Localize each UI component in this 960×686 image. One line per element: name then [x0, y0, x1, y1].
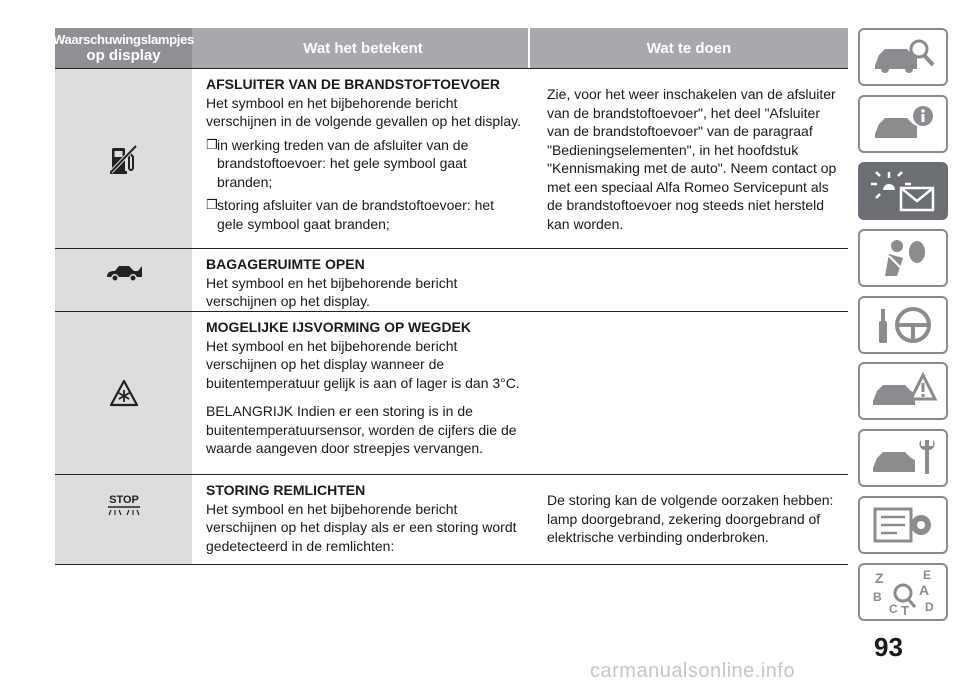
svg-text:STOP: STOP — [108, 494, 139, 506]
svg-text:T: T — [901, 603, 909, 617]
page-number: 93 — [874, 632, 903, 662]
table-row — [55, 68, 848, 248]
row-icon-cell — [55, 249, 192, 311]
header-col-warning-lights: Waarschuwingslampjes op display — [55, 28, 192, 68]
svg-text:Z: Z — [875, 570, 884, 586]
row-icon-cell — [55, 475, 192, 564]
trunk-open-icon — [105, 263, 143, 283]
table-row — [55, 474, 848, 565]
row-action — [530, 312, 848, 474]
airbag-seat-icon — [867, 236, 939, 280]
row-meaning: AFSLUITER VAN DE BRANDSTOFTOEVOER Het symbool en het bijbehorende bericht verschijnen in de volgende gevallen op het display. ❒ in werking treden van de afsluiter van de brandstoftoevoer: het gele symbool gaat branden; ❒ storing afsluiter van de brandstoftoevoer: het gele symbool gaat branden; — [192, 69, 530, 248]
car-wrench-icon — [867, 436, 939, 480]
car-warning-triangle-icon — [867, 369, 939, 413]
warning-lights-table — [55, 28, 848, 565]
stop-light-icon — [102, 493, 146, 519]
row-action: Zie, voor het weer inschakelen van de afsluiter van de brandstoftoevoer", het deel "Afsluiter van de brandstoftoevoer" van de paragraaf "Bedieningselementen", in het hoofdstuk "Kennismaking met de auto". Neem contact op met een speciaal Alfa Romeo Servicepunt als de brandstoftoevoer nog steeds niet hersteld kan worden. — [547, 86, 837, 232]
svg-text:D: D — [925, 600, 934, 614]
table-header — [55, 28, 848, 68]
svg-text:E: E — [923, 568, 932, 582]
svg-text:A: A — [919, 582, 930, 598]
table-row — [55, 311, 848, 474]
fuel-cutoff-icon — [109, 142, 139, 176]
specs-gear-icon — [867, 503, 939, 547]
chapter-tab-starting-driving[interactable] — [858, 296, 948, 354]
watermark: carmanualsonline.info — [590, 660, 796, 682]
row-icon-cell — [55, 69, 192, 248]
chapter-tab-car-info[interactable] — [858, 95, 948, 153]
car-info-icon — [867, 102, 939, 146]
row-meaning: MOGELIJKE IJSVORMING OP WEGDEK Het symbool en het bijbehorende bericht verschijnen op het display wanneer de buitentemperatuur gelijk is aan of lager is dan 3°C. BELANGRIJK Indien er een storing is in de buitentemperatuursensor, worden de cijfers die de waarde aangeven door streepjes vervangen. — [206, 319, 520, 456]
chapter-tab-car-search[interactable] — [858, 28, 948, 86]
car-search-icon — [867, 35, 939, 79]
row-icon-cell — [55, 312, 192, 474]
header-col-meaning: Wat het betekent — [303, 39, 423, 57]
alphabetical-index-icon — [867, 567, 939, 617]
header-col-action: Wat te doen — [646, 39, 732, 57]
row-meaning: STORING REMLICHTEN Het symbool en het bijbehorende bericht verschijnen op het display als er een storing wordt gedetecteerd in de remlichten: — [206, 482, 517, 554]
chapter-tab-safety[interactable] — [858, 229, 948, 287]
row-meaning: BAGAGERUIMTE OPEN Het symbool en het bijbehorende bericht verschijnen op het display. — [206, 256, 458, 309]
bullet-item: ❒ storing afsluiter van de brandstoftoevoer: het gele symbool gaat branden; — [206, 197, 495, 232]
svg-text:C: C — [889, 602, 898, 616]
row-action: De storing kan de volgende oorzaken hebben: lamp doorgebrand, zekering doorgebrand of elektrische verbinding onderbroken. — [547, 492, 834, 545]
warning-light-message-icon — [867, 168, 939, 214]
table-row — [55, 248, 848, 311]
row-action — [530, 249, 848, 311]
chapter-tab-index[interactable] — [858, 563, 948, 621]
chapter-tab-technical-data[interactable] — [858, 496, 948, 554]
chapter-tab-emergency[interactable] — [858, 362, 948, 420]
chapter-tab-maintenance[interactable] — [858, 429, 948, 487]
key-steering-wheel-icon — [867, 303, 939, 347]
chapter-tab-warning-lights[interactable] — [858, 162, 948, 220]
svg-text:B: B — [873, 590, 882, 604]
ice-warning-icon — [109, 379, 139, 407]
bullet-item: ❒ in werking treden van de afsluiter van de brandstoftoevoer: het gele symbool gaat branden; — [206, 136, 469, 190]
